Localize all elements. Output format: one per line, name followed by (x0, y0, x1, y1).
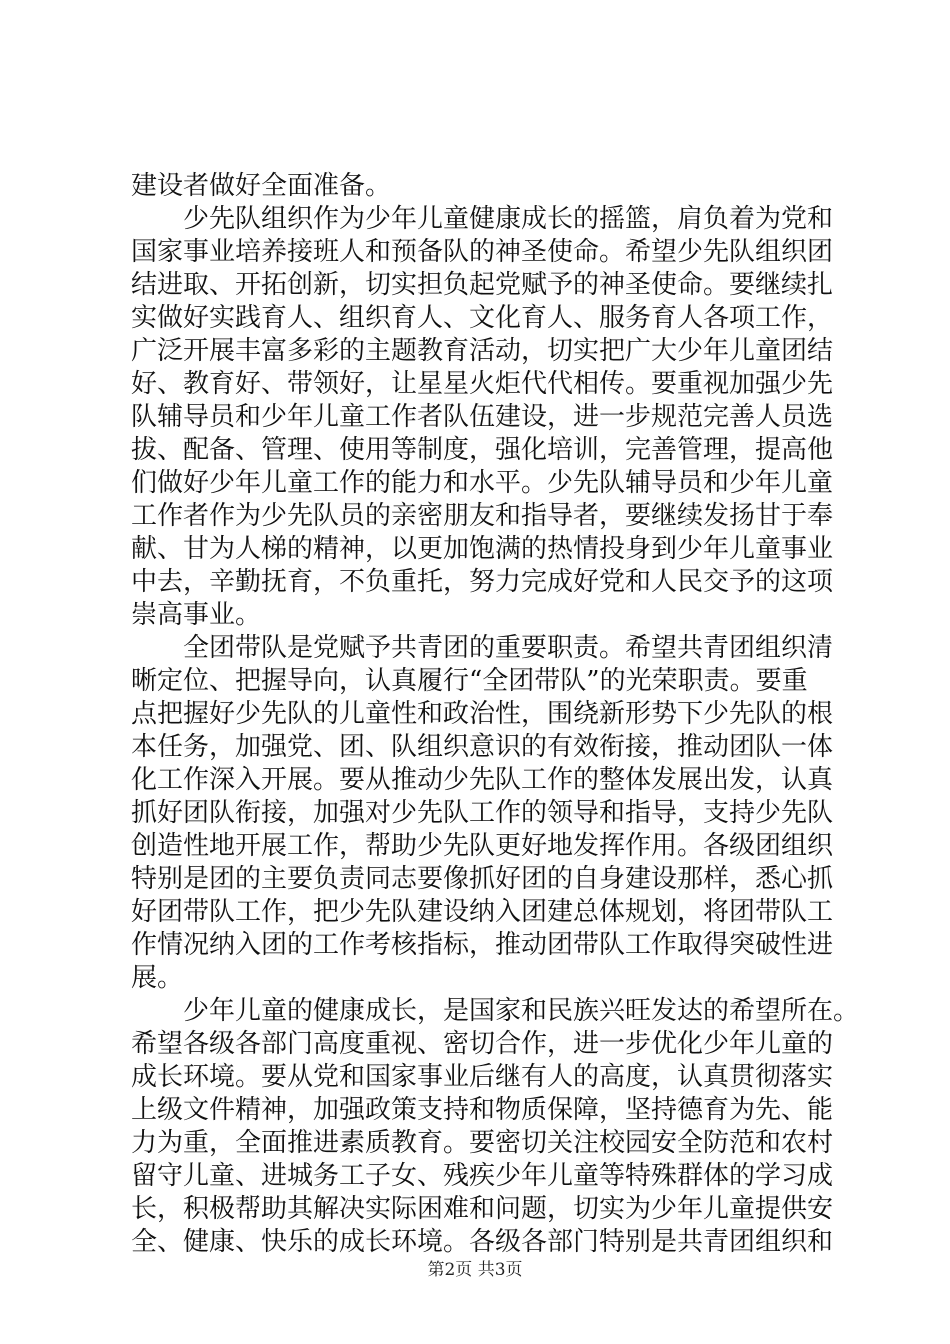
text-line: 献、甘为人梯的精神，以更加饱满的热情投身到少年儿童事业 (131, 534, 834, 564)
text-line: 化工作深入开展。要从推动少先队工作的整体发展出发，认真 (131, 765, 834, 795)
paragraph-league-leads-team (131, 632, 836, 995)
text-line: 拔、配备、管理、使用等制度，强化培训，完善管理，提高他 (131, 435, 834, 465)
text-line: 结进取、开拓创新，切实担负起党赋予的神圣使命。要继续扎 (131, 270, 834, 300)
text-line: 特别是团的主要负责同志要像抓好团的自身建设那样，悉心抓 (131, 864, 834, 894)
text-line: 中去，辛勤抚育，不负重托，努力完成好党和人民交予的这项 (131, 567, 834, 597)
text-line: 崇高事业。 (131, 600, 262, 630)
text-line: 本任务，加强党、团、队组织意识的有效衔接，推动团队一体 (131, 732, 834, 762)
text-line: 长，积极帮助其解决实际困难和问题，切实为少年儿童提供安 (131, 1194, 834, 1224)
text-line: 好团带队工作，把少先队建设纳入团建总体规划，将团带队工 (131, 897, 834, 927)
text-line: 好、教育好、带领好，让星星火炬代代相传。要重视加强少先 (131, 369, 834, 399)
paragraph-continuation (131, 170, 836, 203)
text-line: 点把握好少先队的儿童性和政治性，围绕新形势下少先队的根 (131, 699, 834, 729)
text-line: 作情况纳入团的工作考核指标，推动团带队工作取得突破性进 (131, 930, 834, 960)
page-number-footer: 第2页 共3页 (427, 1260, 523, 1280)
text-line: 展。 (131, 963, 184, 993)
text-line: 建设者做好全面准备。 (131, 171, 392, 201)
paragraph-young-pioneers (131, 203, 836, 632)
text-line: 工作者作为少先队员的亲密朋友和指导者，要继续发扬甘于奉 (131, 501, 834, 531)
text-line: 全、健康、快乐的成长环境。各级各部门特别是共青团组织和 (131, 1227, 834, 1257)
paragraph-healthy-growth (131, 995, 860, 1259)
text-line: 创造性地开展工作，帮助少先队更好地发挥作用。各级团组织 (131, 831, 834, 861)
text-line: 抓好团队衔接，加强对少先队工作的领导和指导，支持少先队 (131, 798, 834, 828)
text-line: 少年儿童的健康成长，是国家和民族兴旺发达的希望所在。 (183, 996, 860, 1026)
document-body (131, 170, 860, 1259)
text-line: 实做好实践育人、组织育人、文化育人、服务育人各项工作， (131, 303, 834, 333)
text-line: 国家事业培养接班人和预备队的神圣使命。希望少先队组织团 (131, 237, 834, 267)
text-line: 全团带队是党赋予共青团的重要职责。希望共青团组织清 (183, 633, 834, 663)
text-line: 成长环境。要从党和国家事业后继有人的高度，认真贯彻落实 (131, 1062, 834, 1092)
text-line: 队辅导员和少年儿童工作者队伍建设，进一步规范完善人员选 (131, 402, 834, 432)
text-line: 广泛开展丰富多彩的主题教育活动，切实把广大少年儿童团结 (131, 336, 834, 366)
text-line: 少先队组织作为少年儿童健康成长的摇篮，肩负着为党和 (183, 204, 834, 234)
text-line: 希望各级各部门高度重视、密切合作，进一步优化少年儿童的 (131, 1029, 834, 1059)
text-line: 留守儿童、进城务工子女、残疾少年儿童等特殊群体的学习成 (131, 1161, 834, 1191)
text-line: 力为重，全面推进素质教育。要密切关注校园安全防范和农村 (131, 1128, 834, 1158)
text-line: 晰定位、把握导向，认真履行“全团带队”的光荣职责。要重 (131, 666, 808, 696)
text-line: 们做好少年儿童工作的能力和水平。少先队辅导员和少年儿童 (131, 468, 834, 498)
text-line: 上级文件精神，加强政策支持和物质保障，坚持德育为先、能 (131, 1095, 834, 1125)
